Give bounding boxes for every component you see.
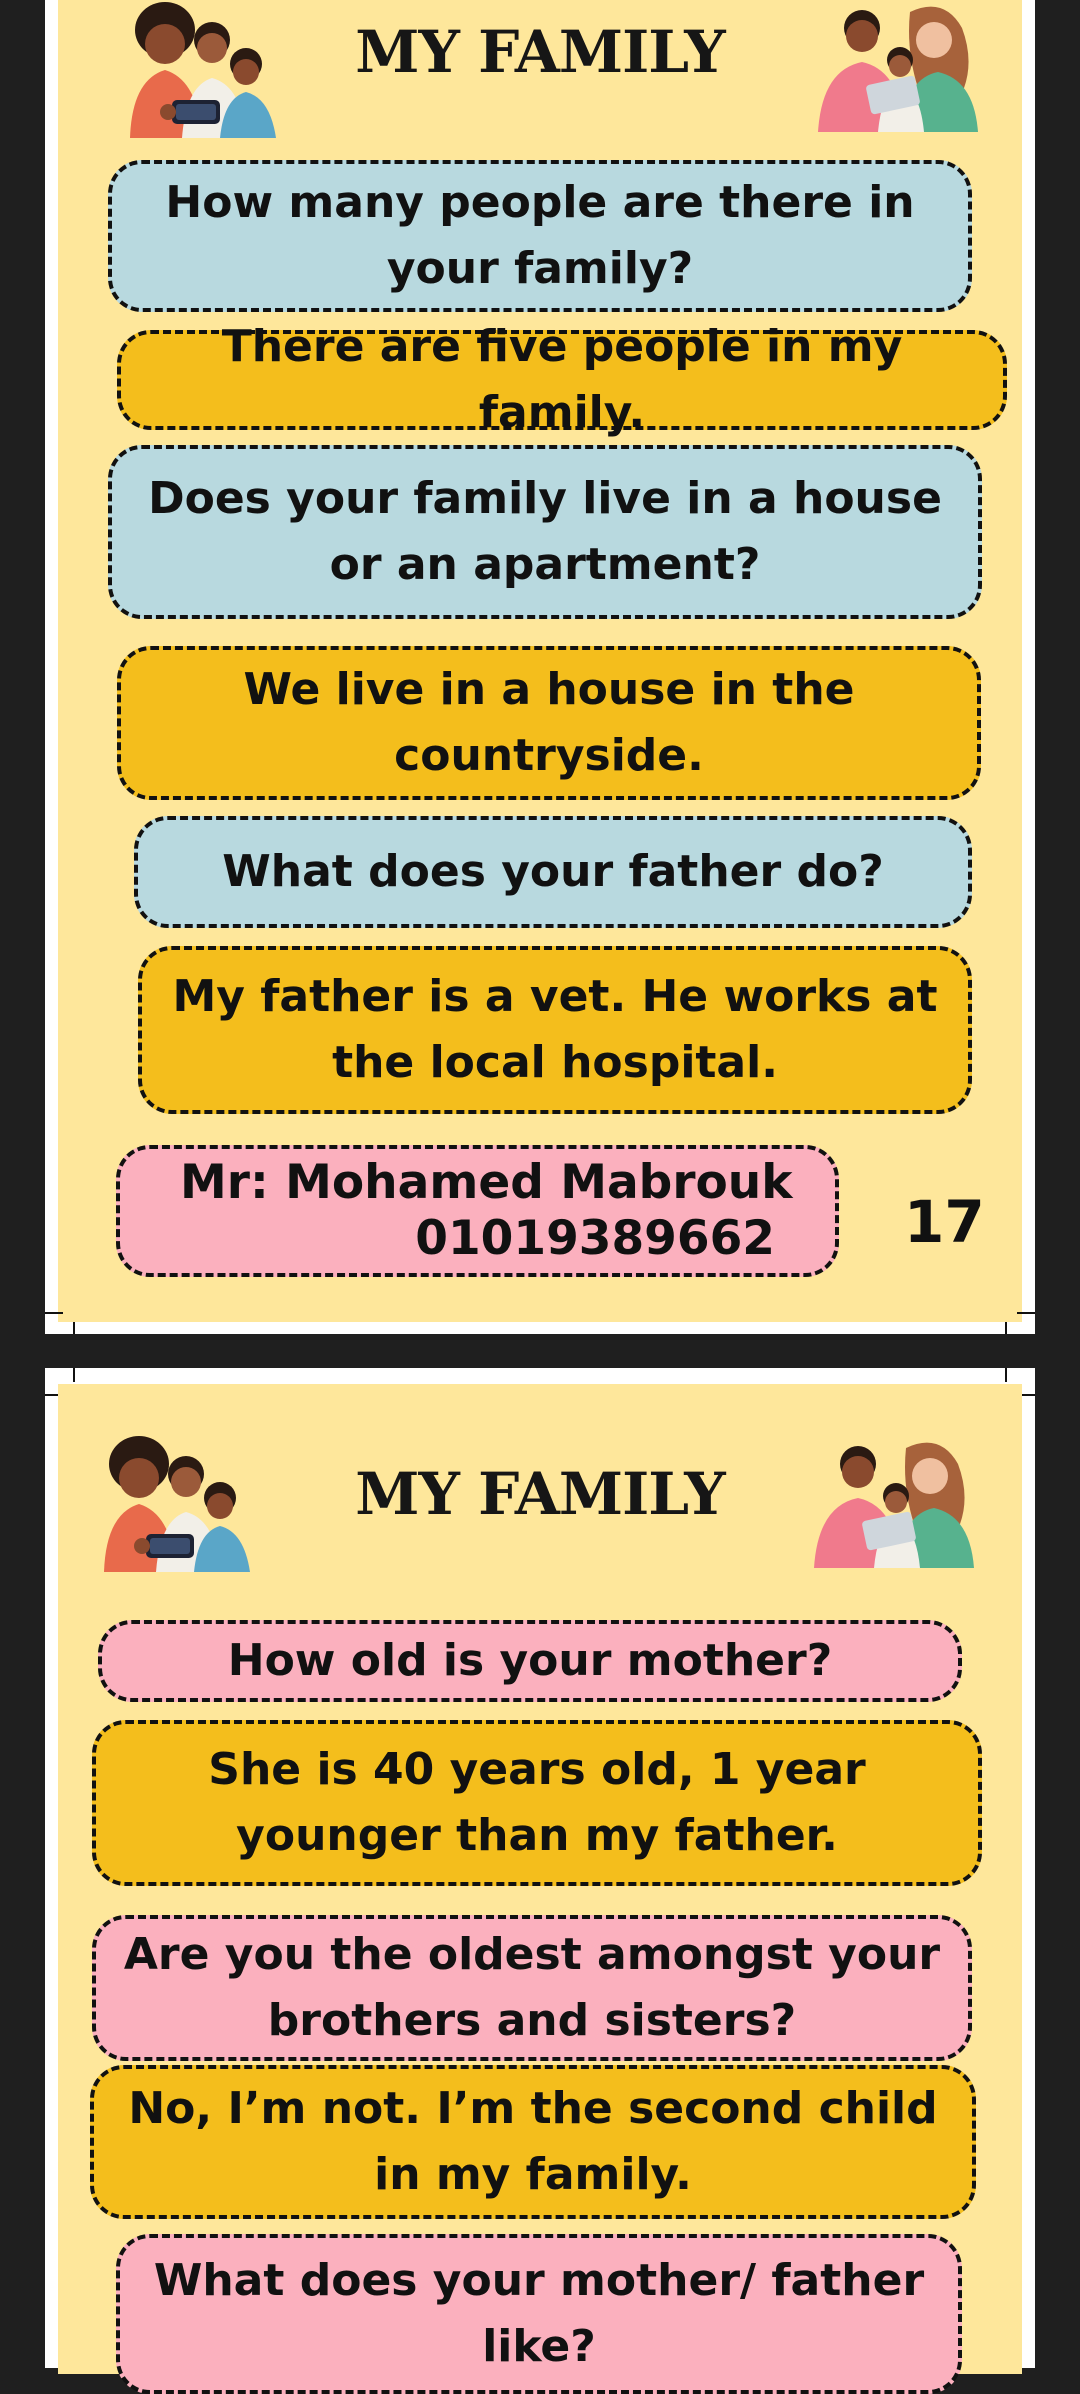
answer-mother-age: She is 40 years old, 1 year younger than my father. [92,1720,982,1886]
question-house-or-apartment: Does your family live in a house or an apartment? [108,445,982,619]
question-father-job: What does your father do? [134,816,972,928]
teacher-name: Mr: Mohamed Mabrouk [180,1155,793,1210]
crop-mark [1005,1322,1007,1334]
page-2-background [58,1384,1022,2374]
family-tablet-illustration-icon [814,0,984,132]
question-mother-father-likes: What does your mother/ father like? [116,2234,962,2394]
page-2-title: MY FAMILY [355,1460,725,1528]
page-number: 17 [904,1188,985,1256]
crop-mark [73,1368,75,1382]
page-1-background [58,0,1022,1322]
crop-mark [45,1312,63,1314]
page-1-title: MY FAMILY [355,18,725,86]
question-oldest-sibling: Are you the oldest amongst your brothers and sisters? [92,1915,972,2061]
answer-family-size: There are five people in my family. [117,330,1007,430]
question-family-size: How many people are there in your family? [108,160,972,312]
answer-house-countryside: We live in a house in the countryside. [117,646,981,800]
answer-second-child: No, I’m not. I’m the second child in my family. [90,2065,976,2219]
teacher-credit-box [116,1145,839,1277]
answer-father-job: My father is a vet. He works at the local hospital. [138,946,972,1114]
question-mother-age: How old is your mother? [98,1620,962,1702]
crop-mark [73,1322,75,1334]
crop-mark [1005,1368,1007,1382]
crop-mark [1017,1312,1035,1314]
family-tablet-illustration-icon [810,1436,980,1568]
document-page-1 [45,0,1035,1334]
teacher-phone: 01019389662 [415,1211,775,1266]
document-page-2 [45,1368,1035,2372]
